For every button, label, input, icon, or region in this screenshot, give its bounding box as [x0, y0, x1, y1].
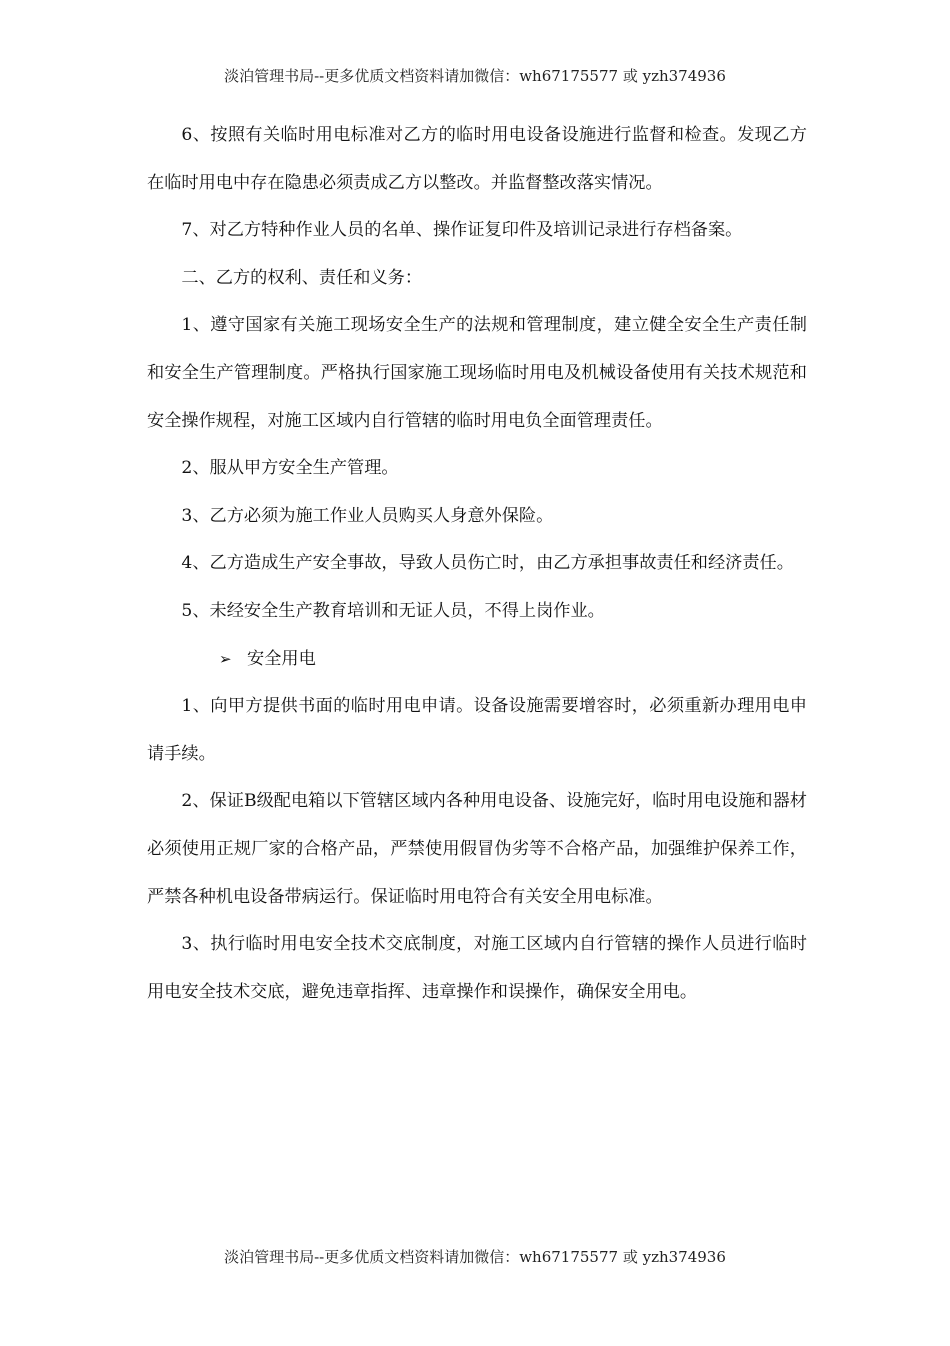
paragraph-b-item-3: 3、乙方必须为施工作业人员购买人身意外保险。 [181, 505, 554, 526]
section-heading-safe-electricity [147, 636, 807, 684]
paragraph-electric-item-2: 2、保证B级配电箱以下管辖区域内各种用电设备、设施完好，临时用电设施和器材必须使用正规厂家的合格产品，严禁使用假冒伪劣等不合格产品，加强维护保养工作，严禁各种机电设备带病运行。保证临时用电符合有关安全用电标准。 [147, 791, 807, 907]
arrow-bullet-icon: ➢ [219, 649, 232, 668]
document-body [147, 112, 807, 1016]
page-header: 淡泊管理书局--更多优质文档资料请加微信：wh67175577 或 yzh374936 [224, 67, 726, 85]
section-heading-label: 安全用电 [247, 648, 316, 669]
paragraph-item-6: 6、按照有关临时用电标准对乙方的临时用电设备设施进行监督和检查。发现乙方在临时用电中存在隐患必须责成乙方以整改。并监督整改落实情况。 [147, 125, 807, 193]
page-footer: 淡泊管理书局--更多优质文档资料请加微信：wh67175577 或 yzh374936 [224, 1248, 726, 1266]
paragraph-b-item-5: 5、未经安全生产教育培训和无证人员，不得上岗作业。 [181, 600, 605, 621]
paragraph-b-item-1: 1、遵守国家有关施工现场安全生产的法规和管理制度，建立健全安全生产责任制和安全生产管理制度。严格执行国家施工现场临时用电及机械设备使用有关技术规范和安全操作规程，对施工区域内自行管辖的临时用电负全面管理责任。 [147, 315, 807, 431]
paragraph-b-item-4: 4、乙方造成生产安全事故，导致人员伤亡时，由乙方承担事故责任和经济责任。 [181, 553, 794, 574]
paragraph-electric-item-1: 1、向甲方提供书面的临时用电申请。设备设施需要增容时，必须重新办理用电申请手续。 [147, 696, 807, 764]
paragraph-item-7: 7、对乙方特种作业人员的名单、操作证复印件及培训记录进行存档备案。 [181, 220, 743, 241]
paragraph-b-item-2: 2、服从甲方安全生产管理。 [181, 458, 399, 479]
paragraph-electric-item-3: 3、执行临时用电安全技术交底制度，对施工区域内自行管辖的操作人员进行临时用电安全技术交底，避免违章指挥、违章操作和误操作，确保安全用电。 [147, 934, 807, 1002]
section-title-party-b: 二、乙方的权利、责任和义务： [181, 267, 423, 288]
